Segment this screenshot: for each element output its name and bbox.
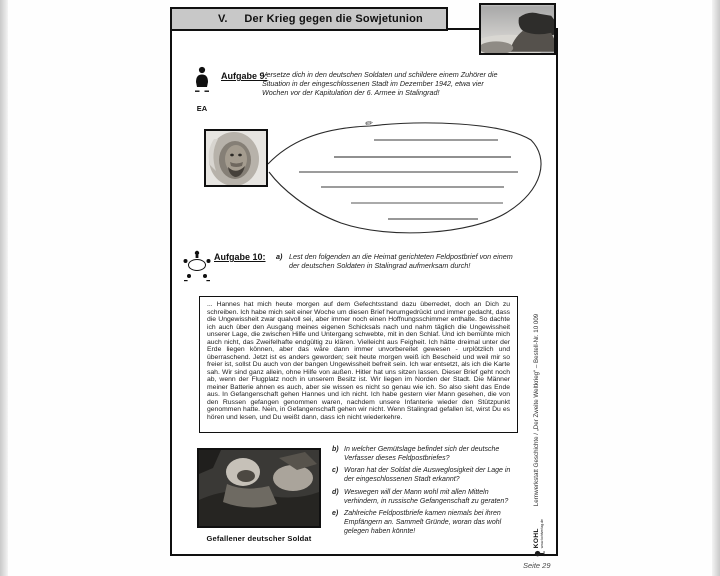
feldpostbrief-text-box: [199, 296, 518, 433]
scan-edge-left: [0, 0, 8, 576]
task9-instruction: Versetze dich in den deutschen Soldaten und schildere einem Zuhörer die Situation in der eingeschlossenen Stadt im Dezember 1942, etwa vier Wochen vor der Kapitulation der 6. Armee in Stalingrad!: [262, 70, 498, 98]
question-b: [332, 446, 518, 463]
pencil-icon: ✎: [363, 117, 376, 130]
question-e: [332, 510, 518, 536]
work-mode-icon-block: [189, 66, 215, 113]
question-d-text: Weswegen will der Mann wohl mit allen Mitteln verhindern, in russische Gefangenschaft zu geraten?: [344, 488, 509, 505]
question-d: [332, 489, 518, 506]
publisher-url: www.kohlverlag.de: [540, 519, 545, 549]
tree-icon: [533, 550, 546, 557]
war-scene-image: [481, 5, 554, 53]
question-b-label: b): [332, 446, 339, 453]
soldier-portrait-photo: [204, 129, 268, 187]
publisher-name: KOHL: [532, 528, 540, 549]
question-c: [332, 467, 518, 484]
question-list: [332, 446, 518, 540]
task10-item-a-label: a): [276, 252, 283, 261]
group-icon-block: [181, 247, 213, 288]
feldpostbrief-text: ... Hannes hat mich heute morgen auf dem Gefechtsstand dazu überredet, doch an Dich zu schreiben. Ich habe mich seit einer Woche um diesen Brief herumgedrückt und immer gedacht, dass die Ungewissheit zwar qualvoll sei, aber immer noch einen Hoffnungsschimmer enthalte. So dachte ich auch über den Ausgang meines eigenen Schicksals nach und nahm täglich die Ungewissheit unserer Lage, die zwischen Hilfe und Untergang schwebte, mit in den Schlaf. Und ich bemühte mich auch nicht, das Zweifelhafte endgültig zu klären. Vielleicht aus Feigheit. Ich hätte dreimal unter der Erde liegen können, aber das wäre dann immer unvorbereitet gewesen - urplötzlich und überraschend. Jetzt ist es anders geworden; seit heute morgen weiß ich Bescheid und weil mir so freier ist, sollst Du auch von der bangen Ungewissheit befreit sein. Ich war entsetzt, als ich die Karte sah. Wir sind ganz allein, ohne Hilfe von außen. Hitler hat uns sitzen lassen. Dieser Brief geht noch ab, wenn der Flugplatz noch in unserem Besitz ist. Wir liegen im Norden der Stadt. Die Männer meiner Batterie ahnen es auch, aber sie wissen es nicht so genau wie ich. So also sieht das Ende aus. In Gefangenschaft gehen Hannes und ich nicht. Ich habe gestern vier Mann gesehen, die von den Russen gefangen genommen waren, nachdem unsere Infanterie wieder den Stützpunkt genommen hatte. Nein, in Gefangenschaft gehen wir nicht. Wenn Stalingrad gefallen ist, wirst Du es hören und lesen, und Du weißt dann, dass ich nicht wiederkehre.: [207, 301, 510, 421]
work-mode-label: EA: [196, 104, 208, 113]
question-e-text: Zahlreiche Feldpostbriefe kamen niemals bei ihren Empfängern an. Sammelt Gründe, woran das wohl gelegen haben könnte!: [344, 510, 502, 535]
group-work-icon: [182, 247, 212, 283]
task10-instruction: Lest den folgenden an die Heimat gerichteten Feldpostbrief von einem der deutschen Soldaten in Stalingrad aufmerksam durch!: [289, 252, 513, 271]
single-person-icon: [193, 66, 211, 98]
war-scene-photo: [479, 3, 556, 55]
question-c-label: c): [332, 467, 339, 475]
question-c-text: Woran hat der Soldat die Ausweglosigkeit der Lage in der eingeschlossenen Stadt erkannt?: [344, 467, 511, 484]
scan-edge-right: [712, 0, 720, 576]
task9-label: Aufgabe 9:: [221, 71, 268, 81]
edition-sidebar-text: Lernwerkstatt Geschichte / „Der Zweite Weltkrieg“ – Bestell-Nr. 10 009: [533, 313, 540, 507]
task10-label: Aufgabe 10:: [214, 252, 266, 262]
publisher-logo: [526, 519, 552, 557]
fallen-soldier-photo: [197, 448, 321, 528]
fallen-soldier-image: [199, 450, 319, 526]
chapter-banner: [170, 7, 448, 31]
question-d-label: d): [332, 488, 339, 496]
speech-bubble-outline: [268, 123, 541, 233]
photo-caption: Gefallener deutscher Soldat: [206, 534, 312, 543]
soldier-portrait-image: [206, 131, 266, 185]
page-number: Seite 29: [523, 561, 551, 570]
page-title: Der Krieg gegen die Sowjetunion: [244, 13, 423, 25]
question-b-text: In welcher Gemütslage befindet sich der deutsche Verfasser dieses Feldpostbriefes?: [344, 446, 500, 462]
question-e-label: e): [332, 510, 339, 518]
chapter-numeral: V.: [218, 13, 228, 25]
